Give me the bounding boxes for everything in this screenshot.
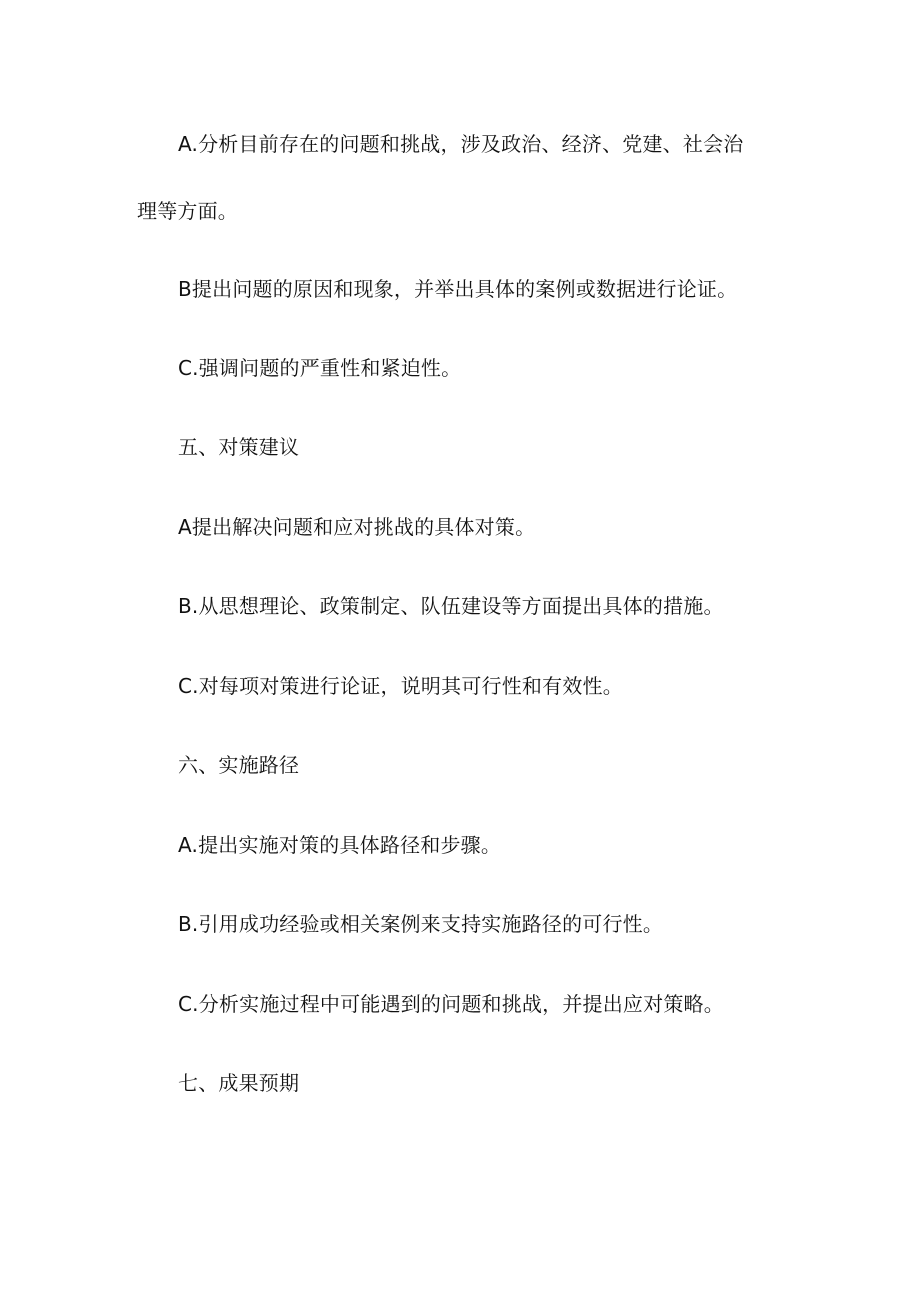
paragraph-c-feasibility: C.对每项对策进行论证，说明其可行性和有效性。	[178, 674, 623, 698]
section-heading-7: 七、成果预期	[178, 1071, 300, 1095]
paragraph-b-cases: B.引用成功经验或相关案例来支持实施路径的可行性。	[178, 912, 664, 936]
section-heading-5: 五、对策建议	[178, 435, 300, 459]
paragraph-b-causes: B提出问题的原因和现象，并举出具体的案例或数据进行论证。	[178, 277, 738, 301]
paragraph-c-challenges: C.分析实施过程中可能遇到的问题和挑战，并提出应对策略。	[178, 992, 724, 1016]
section-heading-6: 六、实施路径	[178, 753, 300, 777]
paragraph-a-path: A.提出实施对策的具体路径和步骤。	[178, 833, 502, 857]
paragraph-a-analysis-continued: 理等方面。	[137, 199, 238, 223]
paragraph-a-analysis: A.分析目前存在的问题和挑战，涉及政治、经济、党建、社会治	[178, 132, 744, 156]
paragraph-c-urgency: C.强调问题的严重性和紧迫性。	[178, 356, 462, 380]
paragraph-b-measures: B.从思想理论、政策制定、队伍建设等方面提出具体的措施。	[178, 594, 724, 618]
paragraph-a-countermeasures: A提出解决问题和应对挑战的具体对策。	[178, 515, 536, 539]
